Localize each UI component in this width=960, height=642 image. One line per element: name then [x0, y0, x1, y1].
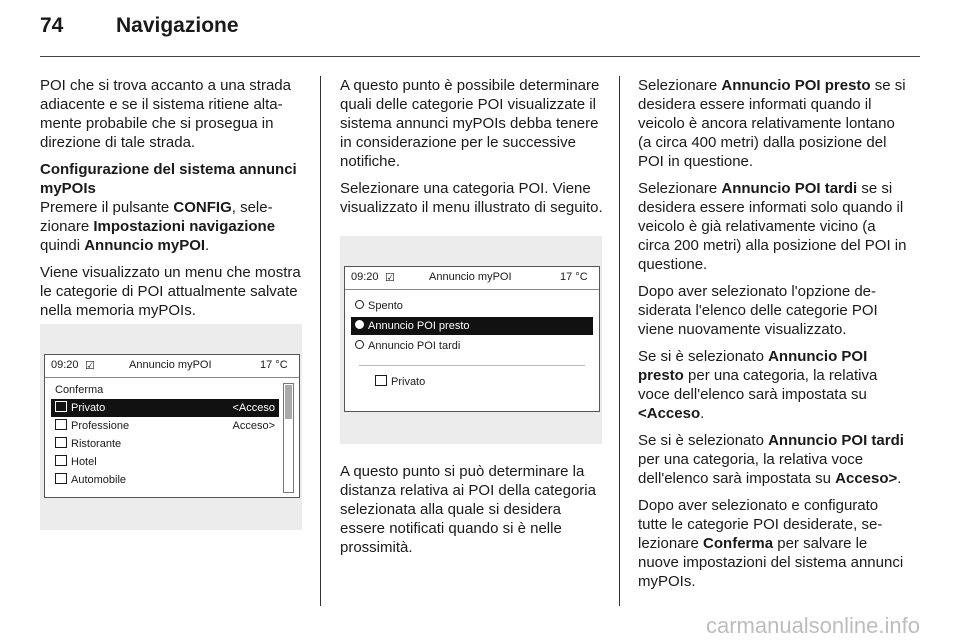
temperature: 17 °C: [560, 271, 588, 283]
category-label: Privato: [371, 373, 579, 391]
list-item[interactable]: Hotel: [51, 453, 279, 471]
list-item[interactable]: Privato <Acceso: [51, 399, 279, 417]
nav-icon: ☑: [85, 360, 95, 372]
column-divider: [619, 76, 620, 606]
category-icon: [375, 375, 387, 386]
column-2-bottom: [340, 462, 608, 565]
temperature: 17 °C: [260, 359, 288, 371]
page-header: [40, 14, 239, 38]
paragraph: A questo punto si può determinare la distanza relativa ai POI della categoria selezionata alla quale si desidera essere notificati quando si è nelle prossimità.: [340, 463, 596, 556]
page-title: Navigazione: [116, 14, 239, 37]
screenshot-poi-list: [40, 324, 302, 530]
status-bar: [45, 355, 299, 378]
category-icon: [55, 473, 67, 484]
option-spento[interactable]: Spento: [351, 297, 593, 315]
paragraph: Selezionare Annuncio POI presto se si desidera essere informati quando il veicolo è ancora relativamente lontano (a circa 400 metri) dalla posizione del POI in questione.: [638, 77, 906, 170]
radio-icon: [355, 340, 364, 349]
list-item[interactable]: Professione Acceso>: [51, 417, 279, 435]
clock: 09:20: [351, 271, 379, 283]
divider: [359, 365, 585, 366]
paragraph: Dopo aver selezionato e configurato tutte le categorie POI desiderate, selezionare Conferma per salvare le nuove impostazioni del sistema annunci myPOIs.: [638, 497, 904, 590]
scrollbar[interactable]: [283, 383, 294, 493]
clock: 09:20: [51, 359, 79, 371]
radio-icon: [355, 320, 364, 329]
screenshot-poi-option: [340, 236, 602, 444]
display-screen: [44, 354, 300, 498]
category-icon: [55, 437, 67, 448]
screen-title: Annuncio myPOI: [429, 271, 512, 283]
paragraph: A questo punto è possibile determinare quali delle categorie POI visualizzate il sistema annunci myPOIs debba tenere in considerazione per le successive notifiche.: [340, 77, 600, 170]
option-presto[interactable]: Annuncio POI presto: [351, 317, 593, 335]
paragraph: Se si è selezionato Annuncio POI tardi per una categoria, la relativa voce dell'elenco sarà impostata su Acceso>.: [638, 432, 904, 487]
page-number: 74: [40, 14, 64, 37]
header-rule: [40, 56, 920, 57]
category-icon: [55, 419, 67, 430]
section-heading: Configurazione del sistema annunci myPOIs: [40, 161, 297, 197]
status-bar: [345, 267, 599, 290]
paragraph: Se si è selezionato Annuncio POI presto per una categoria, la relativa voce dell'elenco sarà impostata su <Acceso.: [638, 348, 878, 422]
radio-icon: [355, 300, 364, 309]
screen-title: Annuncio myPOI: [129, 359, 212, 371]
paragraph: POI che si trova accanto a una strada adiacente e se il sistema ritiene altamente probabile che si prosegua in direzione di tale strada.: [40, 77, 291, 151]
category-icon: [55, 455, 67, 466]
list-item[interactable]: Automobile: [51, 471, 279, 489]
display-screen: [344, 266, 600, 412]
nav-icon: ☑: [385, 272, 395, 284]
watermark: carmanualsonline.info: [705, 613, 920, 638]
paragraph: Dopo aver selezionato l'opzione desiderata l'elenco delle categorie POI viene nuovamente visualizzato.: [638, 283, 878, 338]
column-divider: [320, 76, 321, 606]
list-item[interactable]: Ristorante: [51, 435, 279, 453]
column-3: [638, 76, 908, 599]
list-item-conferma[interactable]: Conferma: [55, 384, 104, 396]
column-2: [340, 76, 608, 225]
option-tardi[interactable]: Annuncio POI tardi: [351, 337, 593, 355]
category-icon: [55, 401, 67, 412]
paragraph: Selezionare Annuncio POI tardi se si desidera essere informati solo quando il veicolo è già relativamente vicino (a circa 200 metri) alla posizione del POI in questione.: [638, 180, 907, 273]
paragraph: Premere il pulsante CONFIG, selezionare Impostazioni navigazione quindi Annuncio myPOI.: [40, 199, 276, 254]
paragraph: Viene visualizzato un menu che mostra le categorie di POI attualmente salvate nella memoria myPOIs.: [40, 264, 301, 319]
column-1: [40, 76, 306, 328]
paragraph: Selezionare una categoria POI. Viene visualizzato il menu illustrato di seguito.: [340, 180, 603, 216]
